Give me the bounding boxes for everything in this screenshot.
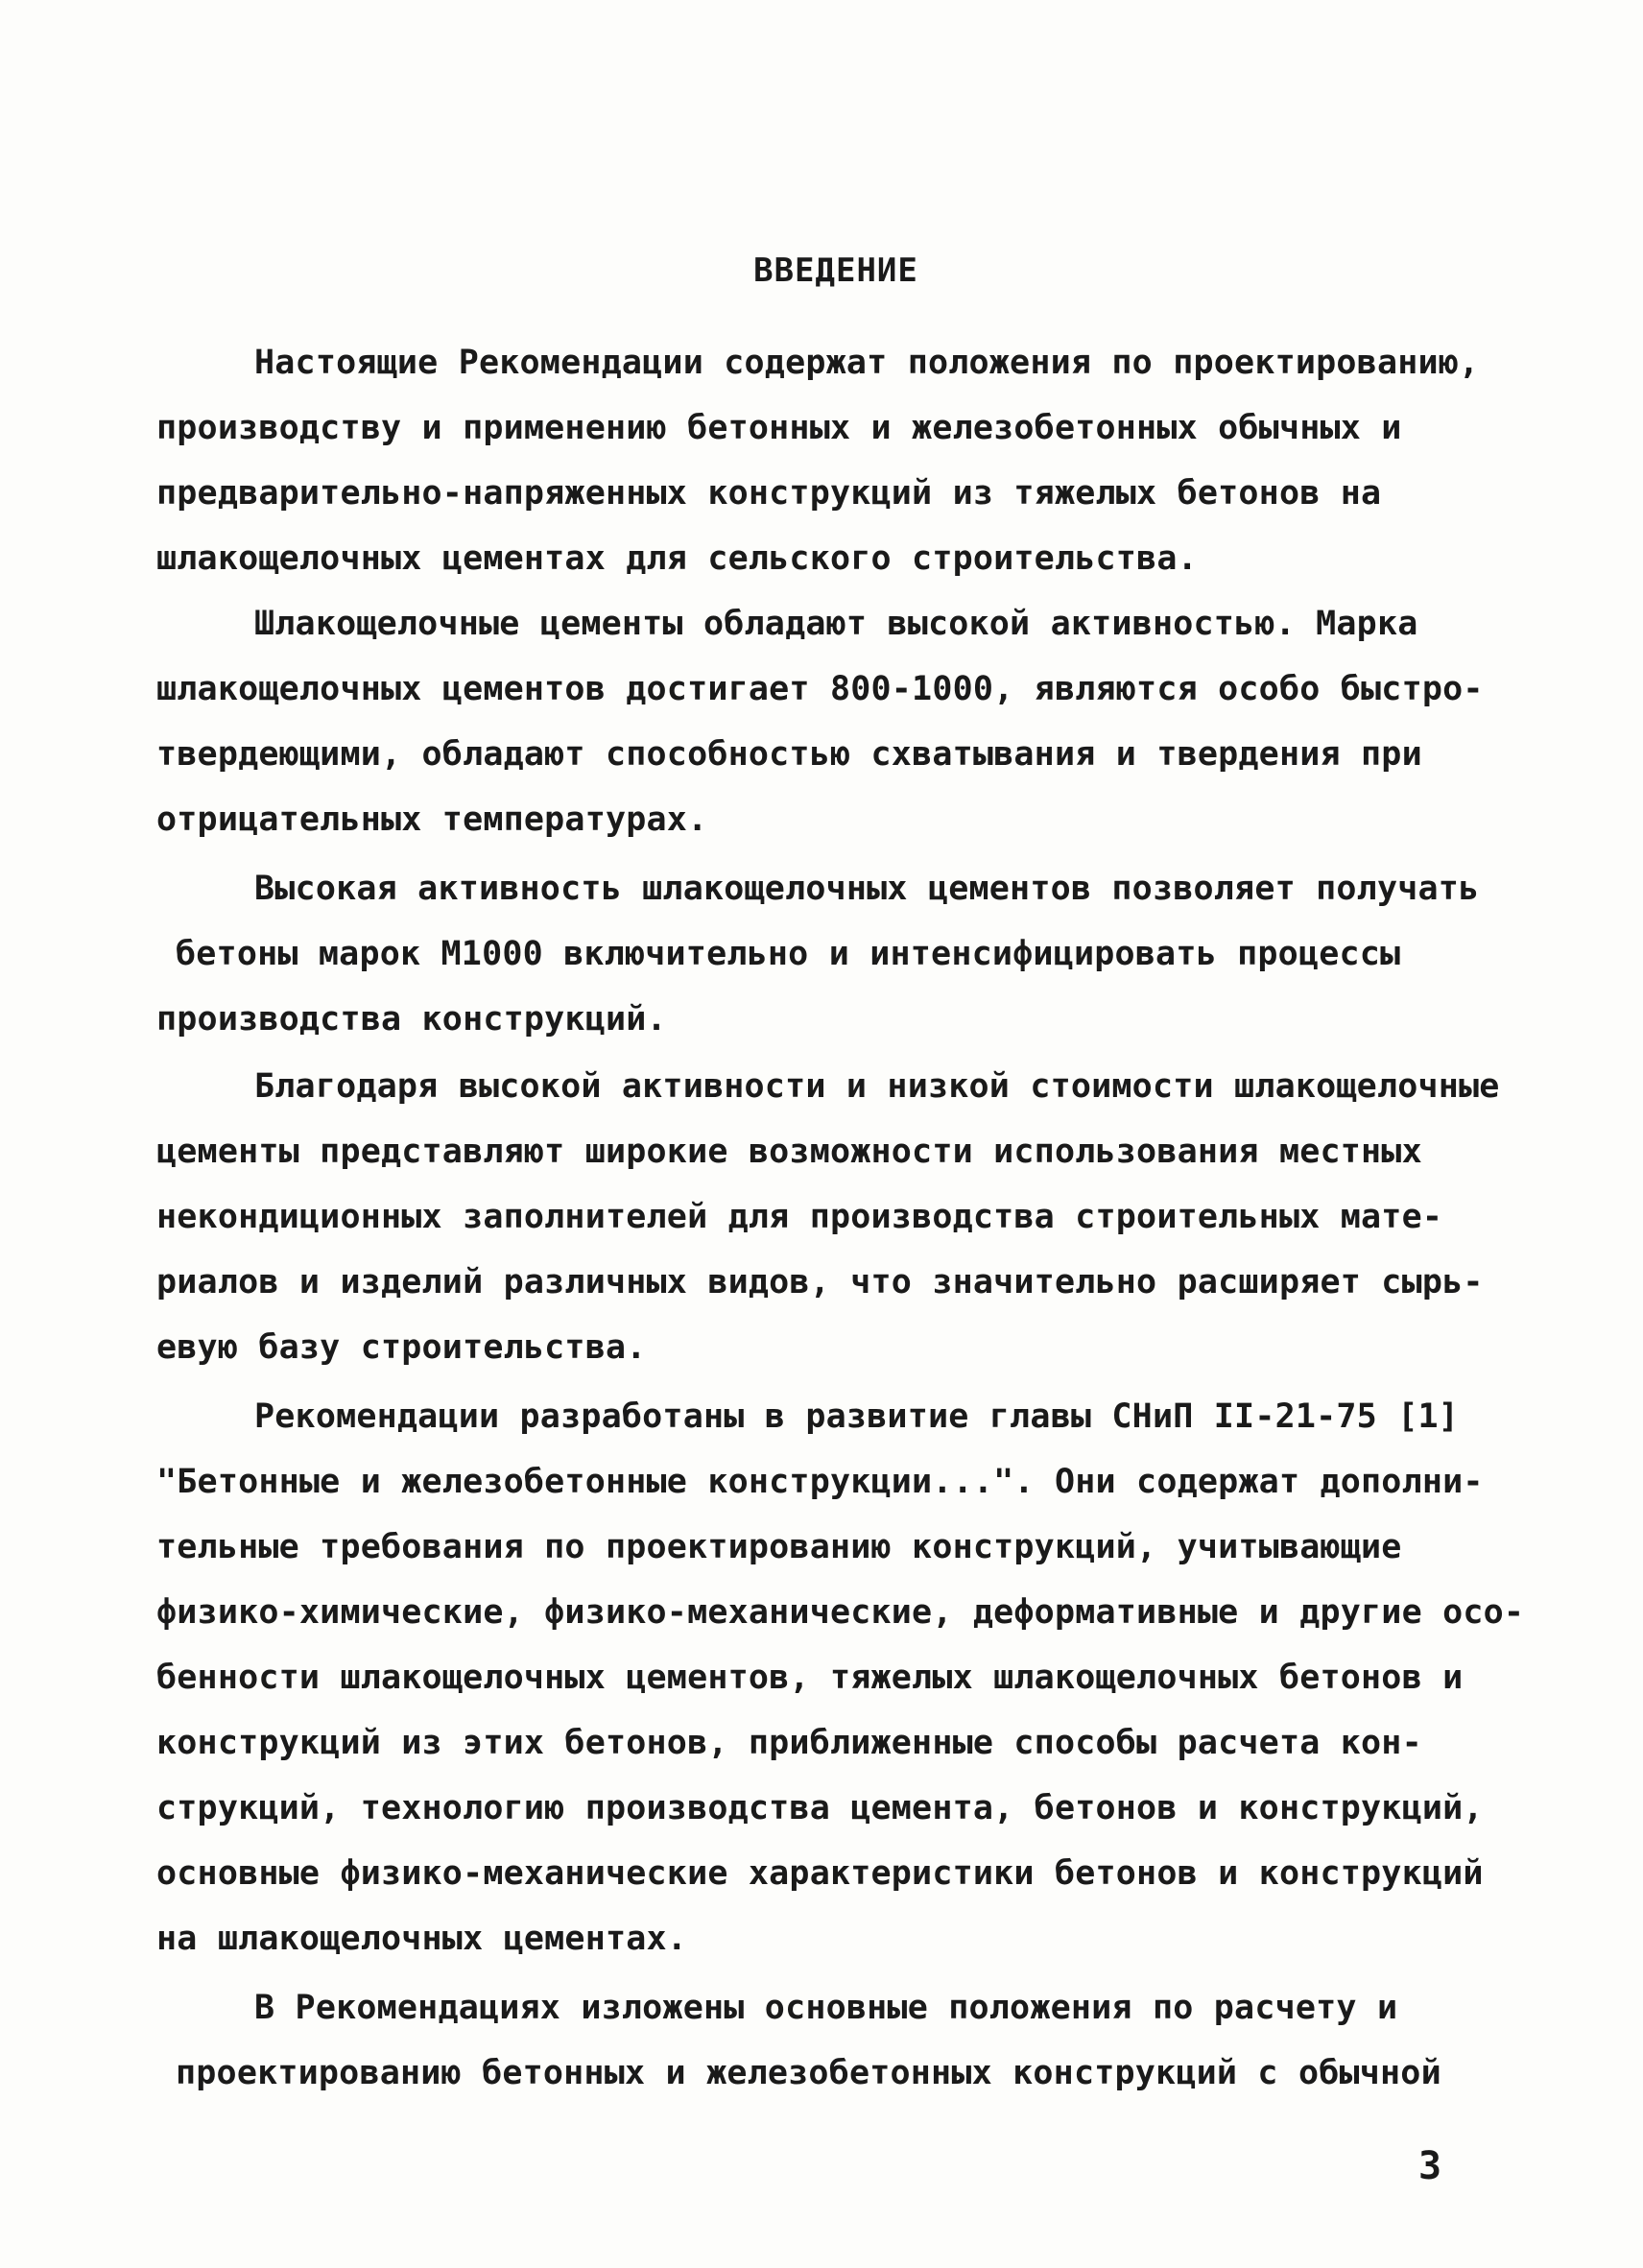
text-line: В Рекомендациях изложены основные положения по расчету и	[254, 1989, 1398, 2027]
text-line: Благодаря высокой активности и низкой стоимости шлакощелочные	[254, 1067, 1500, 1106]
text-line: производству и применению бетонных и железобетонных обычных и	[156, 409, 1402, 447]
text-line: производства конструкций.	[156, 1000, 667, 1039]
text-line: Высокая активность шлакощелочных цементов позволяет получать	[254, 870, 1480, 908]
text-line: некондиционных заполнителей для производства строительных мате-	[156, 1198, 1443, 1236]
text-line: Шлакощелочные цементы обладают высокой активностью. Марка	[254, 605, 1418, 643]
text-line: Настоящие Рекомендации содержат положения по проектированию,	[254, 344, 1480, 382]
text-line: проектированию бетонных и железобетонных конструкций с обычной	[176, 2054, 1441, 2092]
text-line: струкций, технологию производства цемента, бетонов и конструкций,	[156, 1789, 1484, 1827]
text-line: риалов и изделий различных видов, что значительно расширяет сырь-	[156, 1263, 1484, 1301]
text-line: "Бетонные и железобетонные конструкции...". Они содержат дополни-	[156, 1463, 1484, 1501]
text-line: отрицательных температурах.	[156, 800, 708, 839]
text-line: евую базу строительства.	[156, 1328, 647, 1367]
text-line: бетоны марок М1000 включительно и интенсифицировать процессы	[176, 935, 1401, 973]
text-line: шлакощелочных цементов достигает 800-1000, являются особо быстро-	[156, 670, 1484, 708]
page-number: 3	[1418, 2144, 1442, 2188]
text-line: на шлакощелочных цементах.	[156, 1920, 688, 1958]
text-line: основные физико-механические характеристики бетонов и конструкций	[156, 1854, 1484, 1893]
text-line: конструкций из этих бетонов, приближенные способы расчета кон-	[156, 1724, 1422, 1762]
text-line: Рекомендации разработаны в развитие главы СНиП II-21-75 [1]	[254, 1397, 1460, 1436]
text-line: бенности шлакощелочных цементов, тяжелых шлакощелочных бетонов и	[156, 1659, 1464, 1697]
text-line: предварительно-напряженных конструкций из тяжелых бетонов на	[156, 474, 1382, 513]
text-line: цементы представляют широкие возможности использования местных	[156, 1133, 1422, 1171]
text-line: тельные требования по проектированию конструкций, учитывающие	[156, 1528, 1402, 1566]
text-line: физико-химические, физико-механические, деформативные и другие осо-	[156, 1593, 1525, 1632]
text-line: шлакощелочных цементах для сельского строительства.	[156, 539, 1198, 578]
text-line: твердеющими, обладают способностью схватывания и твердения при	[156, 735, 1422, 774]
page-title: ВВЕДЕНИЕ	[753, 251, 918, 290]
